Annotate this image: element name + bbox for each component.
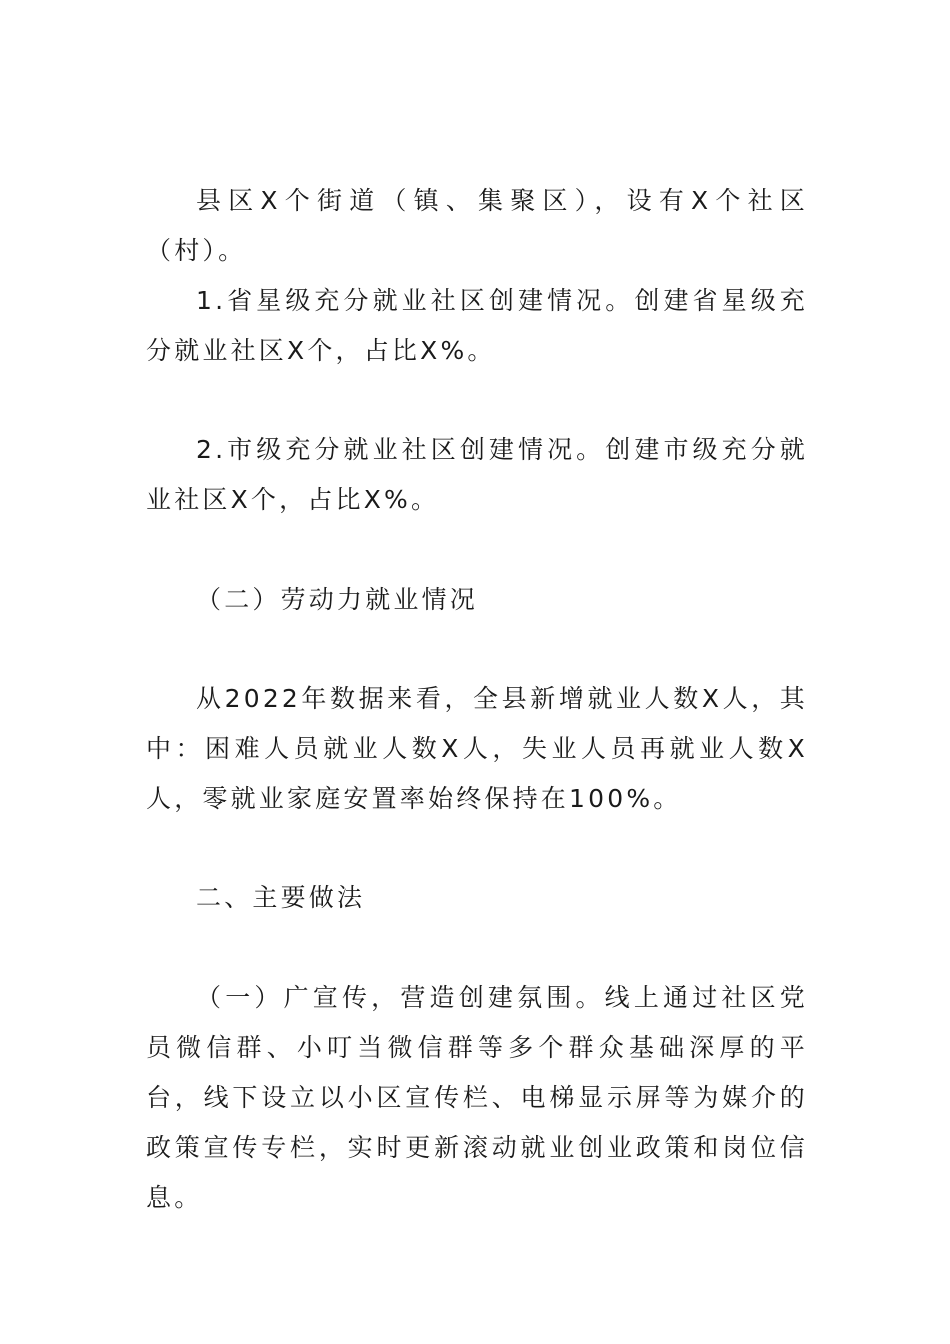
paragraph-community-count: 县区X个街道（镇、集聚区），设有X个社区（村）。 (146, 186, 808, 265)
paragraph-municipal-community: 2.市级充分就业社区创建情况。创建市级充分就业社区X个，占比X%。 (146, 435, 808, 514)
section-heading-main-practices: 二、主要做法 (196, 883, 366, 912)
paragraph-employment-data: 从2022年数据来看，全县新增就业人数X人，其中：困难人员就业人数X人，失业人员再就业人数X人，零就业家庭安置率始终保持在100%。 (146, 684, 808, 813)
paragraph-publicity: （一）广宣传，营造创建氛围。线上通过社区党员微信群、小叮当微信群等多个群众基础深厚的平台，线下设立以小区宣传栏、电梯显示屏等为媒介的政策宣传专栏，实时更新滚动就业创业政策和岗位信息。 (146, 983, 808, 1212)
paragraph-provincial-star-community: 1.省星级充分就业社区创建情况。创建省星级充分就业社区X个，占比X%。 (146, 286, 808, 365)
section-heading-labor-employment: （二）劳动力就业情况 (196, 585, 479, 614)
